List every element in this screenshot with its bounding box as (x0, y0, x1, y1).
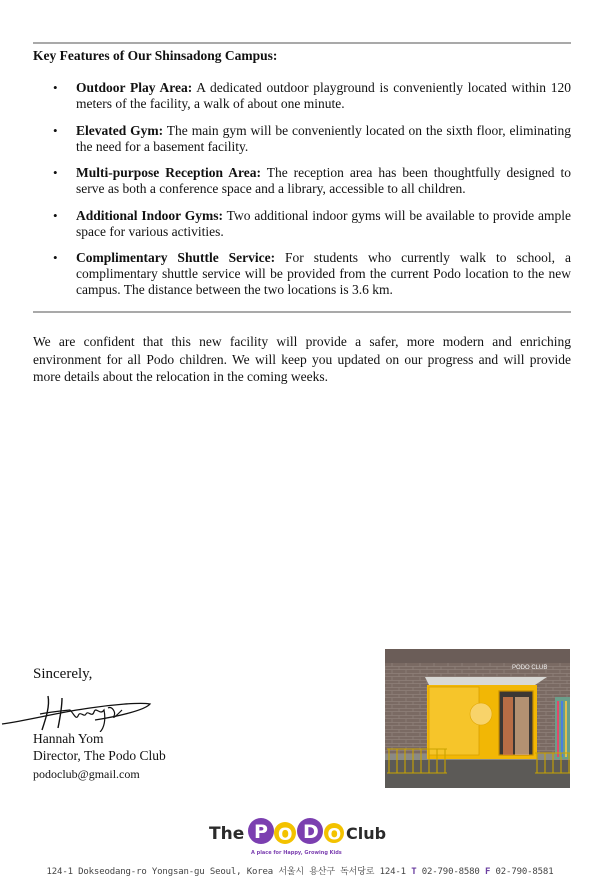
footer-address-text: 124-1 Dokseodang-ro Yongsan-gu Seoul, Korea 서울시 용산구 독서당로 124-1 (46, 867, 412, 877)
feature-title: Complimentary Shuttle Service: (76, 250, 276, 265)
sign-off: Sincerely, (33, 666, 93, 682)
signature-image (0, 690, 160, 732)
feature-item (33, 80, 571, 112)
telephone-number: 02-790-8580 (416, 867, 485, 877)
feature-title: Multi-purpose Reception Area: (76, 165, 261, 180)
feature-text: The main gym will be conveniently located on the sixth floor, eliminating the need for a basement facility. (76, 122, 571, 154)
building-sign: PODO CLUB (512, 665, 548, 671)
podo-club-logo (205, 812, 395, 862)
top-divider (33, 42, 571, 44)
feature-item (33, 165, 571, 197)
bullet-icon: • (53, 250, 58, 265)
bullet-icon: • (53, 122, 58, 138)
telephone-label: T (411, 867, 417, 877)
footer-logo (0, 812, 600, 862)
bullet-icon: • (53, 80, 58, 95)
campus-entrance-photo (385, 649, 570, 788)
fax-number: 02-790-8581 (490, 867, 554, 877)
bullet-icon: • (53, 165, 58, 180)
feature-item (33, 123, 571, 155)
logo-tagline: A place for Happy, Growing Kids (251, 850, 342, 856)
feature-text: A dedicated outdoor playground is conveniently located within 120 meters of the facility, a walk of about one minute. (76, 80, 571, 111)
closing-paragraph: We are confident that this new facility will provide a safer, more modern and enriching environment for all Podo children. We will keep you updated on our progress and will provide more details about the relocation in the coming weeks. (33, 334, 571, 384)
signer-name: Hannah Yom (33, 731, 104, 746)
feature-item (33, 208, 571, 240)
signer-email[interactable]: podoclub@gmail.com (33, 767, 140, 781)
logo-letter-p: P (254, 821, 268, 843)
logo-letter-d: D (303, 821, 319, 843)
features-heading: Key Features of Our Shinsadong Campus: (33, 48, 278, 63)
logo-letter-o: O (327, 824, 342, 844)
feature-text: The reception area has been thoughtfully designed to serve as both a conference space and a library, accessible to all children. (76, 165, 572, 196)
logo-the: The (209, 824, 245, 844)
feature-title: Elevated Gym: (76, 122, 164, 138)
logo-club: Club (346, 824, 387, 843)
footer-contact (0, 864, 600, 877)
middle-divider (33, 311, 571, 313)
fax-label: F (484, 867, 491, 877)
feature-title: Outdoor Play Area: (76, 80, 193, 95)
features-list (33, 80, 571, 309)
feature-text: For students who currently walk to school, a complimentary shuttle service will be provided from the current Podo location to the new campus. The distance between the two locations is 3.6 km. (76, 250, 571, 297)
feature-title: Additional Indoor Gyms: (76, 207, 224, 223)
logo-letter-o: O (278, 825, 293, 845)
bullet-icon: • (53, 207, 58, 223)
feature-text: Two additional indoor gyms will be available to provide ample space for various activities. (76, 207, 571, 239)
signer-title: Director, The Podo Club (33, 748, 166, 763)
feature-item (33, 250, 571, 298)
